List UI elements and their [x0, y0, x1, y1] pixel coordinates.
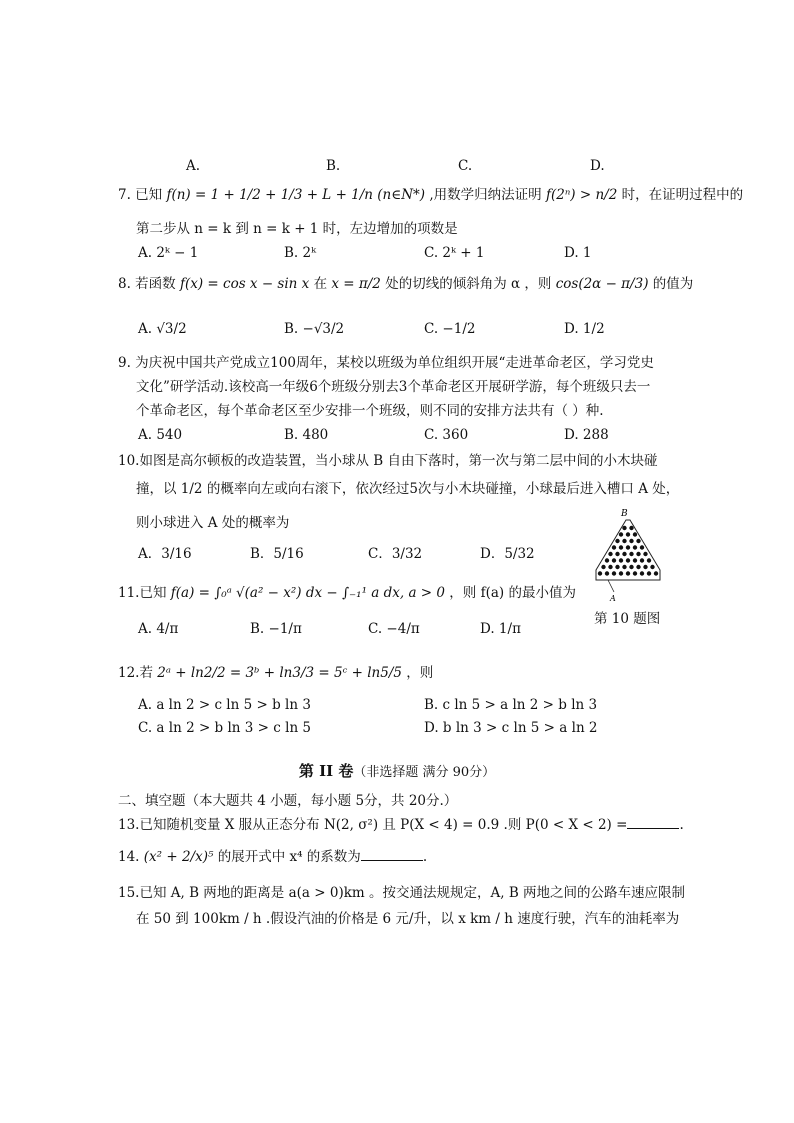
q11-option-d: D. 1/π — [480, 621, 521, 637]
q12-formula: 2ᵃ + ln2/2 = 3ᵇ + ln3/3 = 5ᶜ + ln5/5 — [157, 665, 402, 681]
galton-peg — [619, 532, 623, 536]
galton-peg — [598, 571, 602, 575]
galton-peg — [633, 571, 637, 575]
q8-line1 — [118, 275, 693, 293]
galton-peg — [633, 558, 637, 562]
galton-peg — [636, 565, 640, 569]
q8-formula3: cos(2α − π/3) — [555, 276, 649, 292]
galton-board-outline — [596, 520, 660, 580]
q12-prefix: 12.若 — [118, 665, 153, 681]
galton-peg — [605, 558, 609, 562]
galton-peg — [640, 545, 644, 549]
q13-end: . — [679, 817, 684, 833]
q8-formula: f(x) = cos x − sin x — [179, 276, 310, 292]
q12-option-d: D. b ln 3 > c ln 5 > a ln 2 — [424, 720, 598, 736]
section-2-heading: 第 II 卷 — [298, 762, 354, 780]
galton-peg — [619, 571, 623, 575]
galton-peg — [622, 539, 626, 543]
galton-peg — [633, 532, 637, 536]
q8-mid: 在 — [313, 276, 328, 292]
q10-option-c: C．3/32 — [368, 546, 423, 562]
q8-end: 的值为 — [652, 276, 694, 292]
q7-line2: 第二步从 n = k 到 n = k + 1 时，左边增加的项数是 — [136, 221, 458, 237]
q12-line1 — [118, 664, 433, 682]
galton-peg — [608, 552, 612, 556]
galton-peg — [622, 565, 626, 569]
q7-option-a: A. 2ᵏ − 1 — [138, 245, 199, 261]
q9-option-c: C. 360 — [424, 427, 469, 443]
q14-formula: (x² + 2/x)⁵ — [143, 849, 214, 865]
galton-peg — [640, 558, 644, 562]
slot-line — [608, 580, 614, 592]
q11-formula: f(a) = ∫₀ᵃ √(a² − x²) dx − ∫₋₁¹ a dx, a > 0 — [170, 585, 445, 601]
galton-peg — [615, 552, 619, 556]
q13-answer-blank[interactable] — [627, 816, 679, 829]
q14-answer-blank[interactable] — [361, 848, 423, 861]
q10-line3: 则小球进入 A 处的概率为 — [136, 515, 290, 531]
galton-peg — [629, 539, 633, 543]
q7-formula: f(n) = 1 + 1/2 + 1/3 + L + 1/n (n∈N*) — [166, 187, 426, 203]
q10-line2-post: 的概率向左或向右滚下，依次经过5次与小木块碰撞，小球最后进入槽口 A 处， — [206, 481, 680, 497]
galton-peg — [650, 565, 654, 569]
figure-caption: 第 10 题图 — [594, 611, 661, 627]
galton-peg — [643, 552, 647, 556]
galton-peg — [615, 565, 619, 569]
galton-peg — [601, 565, 605, 569]
q9-option-d: D. 288 — [564, 427, 609, 443]
galton-peg — [636, 552, 640, 556]
q9-option-b: B. 480 — [284, 427, 329, 443]
galton-peg — [612, 571, 616, 575]
galton-peg — [647, 558, 651, 562]
q7-option-d: D. 1 — [564, 245, 592, 261]
q12-option-b: B. c ln 5 > a ln 2 > b ln 3 — [424, 697, 598, 713]
q11-option-c: C. −4/π — [368, 621, 420, 637]
top-option-b: B. — [326, 158, 341, 174]
q10-option-b: B．5/16 — [250, 546, 304, 562]
q15-line1: 15.已知 A, B 两地的距离是 a(a > 0)km 。按交通法规规定，A, B 两地之间的公路车速应限制 — [118, 885, 686, 901]
section-2-subtitle: （非选择题 满分 90分） — [353, 765, 496, 780]
galton-board-figure — [588, 506, 668, 606]
q13-line — [118, 816, 684, 834]
q8-option-d: D. 1/2 — [564, 321, 605, 337]
q12-option-c: C. a ln 2 > b ln 3 > c ln 5 — [138, 720, 312, 736]
galton-peg — [629, 552, 633, 556]
galton-peg — [605, 571, 609, 575]
q11-post: ，则 f(a) 的最小值为 — [449, 585, 576, 601]
galton-peg — [619, 558, 623, 562]
q9-line2: 文化”研学活动.该校高一年级6个班级分别去3个革命老区开展研学游，每个班级只去一 — [136, 379, 651, 395]
fill-in-header: 二、填空题（本大题共 4 小题，每小题 5分，共 20分.） — [118, 793, 458, 809]
galton-peg — [626, 545, 630, 549]
q8-post: 处的切线的倾斜角为 α ，则 — [385, 276, 552, 292]
galton-peg — [643, 565, 647, 569]
galton-peg — [626, 571, 630, 575]
q12-post: ，则 — [406, 665, 434, 681]
q8-prefix: 8. 若函数 — [118, 276, 176, 292]
q10-line2 — [136, 480, 679, 498]
q10-option-a: A．3/16 — [138, 546, 192, 562]
galton-peg — [636, 539, 640, 543]
q10-line2-prefix: 撞，以 — [136, 481, 177, 497]
q14-prefix: 14. — [118, 849, 140, 865]
top-option-d: D. — [590, 158, 605, 174]
galton-peg — [629, 565, 633, 569]
q7-option-c: C. 2ᵏ + 1 — [424, 245, 485, 261]
q10-fraction: 1/2 — [180, 481, 203, 497]
galton-peg — [622, 552, 626, 556]
q7-line1 — [118, 186, 743, 204]
galton-peg — [619, 545, 623, 549]
q14-post: 的展开式中 x⁴ 的系数为 — [217, 849, 361, 865]
top-option-a: A. — [186, 158, 201, 174]
q14-end: . — [422, 849, 428, 865]
galton-peg — [612, 545, 616, 549]
section-2-title — [0, 760, 794, 781]
figure-label-a: A — [610, 594, 616, 603]
q10-line1: 10.如图是高尔顿板的改造装置，当小球从 B 自由下落时，第一次与第二层中间的小木块碰 — [118, 453, 658, 469]
q8-option-c: C. −1/2 — [424, 321, 476, 337]
q7-option-b: B. 2ᵏ — [284, 245, 317, 261]
q11-line1 — [118, 584, 576, 602]
q7-prefix: 7. 已知 — [118, 187, 163, 203]
q11-option-b: B. −1/π — [250, 621, 302, 637]
q9-line3: 个革命老区，每个革命老区至少安排一个班级，则不同的安排方法共有（ ）种. — [136, 403, 604, 419]
q8-option-a: A. √3/2 — [138, 321, 187, 337]
q7-mid: ,用数学归纳法证明 — [429, 187, 542, 203]
galton-peg — [633, 545, 637, 549]
galton-peg — [626, 532, 630, 536]
q14-line — [118, 848, 427, 866]
galton-peg — [608, 565, 612, 569]
galton-peg — [615, 539, 619, 543]
galton-peg — [612, 558, 616, 562]
q15-line2: 在 50 到 100km / h .假设汽油的价格是 6 元/升，以 x km / h 速度行驶，汽车的油耗率为 — [136, 911, 680, 927]
q7-post: 时，在证明过程中的 — [621, 187, 744, 203]
q7-formula2: f(2ⁿ) > n/2 — [545, 187, 618, 203]
q9-line1: 9. 为庆祝中国共产党成立100周年，某校以班级为单位组织开展“走进革命老区，学习党史 — [118, 355, 654, 371]
q8-formula2: x = π/2 — [331, 276, 381, 292]
figure-label-b: B — [621, 509, 628, 519]
galton-peg — [647, 571, 651, 575]
top-option-c: C. — [458, 158, 473, 174]
galton-peg — [622, 526, 626, 530]
galton-peg — [629, 526, 633, 530]
galton-peg — [654, 571, 658, 575]
q11-option-a: A. 4/π — [138, 621, 179, 637]
q13-text: 13.已知随机变量 X 服从正态分布 N(2, σ²) 且 P(X < 4) = 0.9 .则 P(0 < X < 2) = — [118, 817, 628, 833]
q8-option-b: B. −√3/2 — [284, 321, 345, 337]
q10-option-d: D．5/32 — [480, 546, 535, 562]
galton-peg — [640, 571, 644, 575]
q11-prefix: 11.已知 — [118, 585, 167, 601]
q9-option-a: A. 540 — [138, 427, 183, 443]
q12-option-a: A. a ln 2 > c ln 5 > b ln 3 — [138, 697, 311, 713]
galton-peg — [626, 558, 630, 562]
